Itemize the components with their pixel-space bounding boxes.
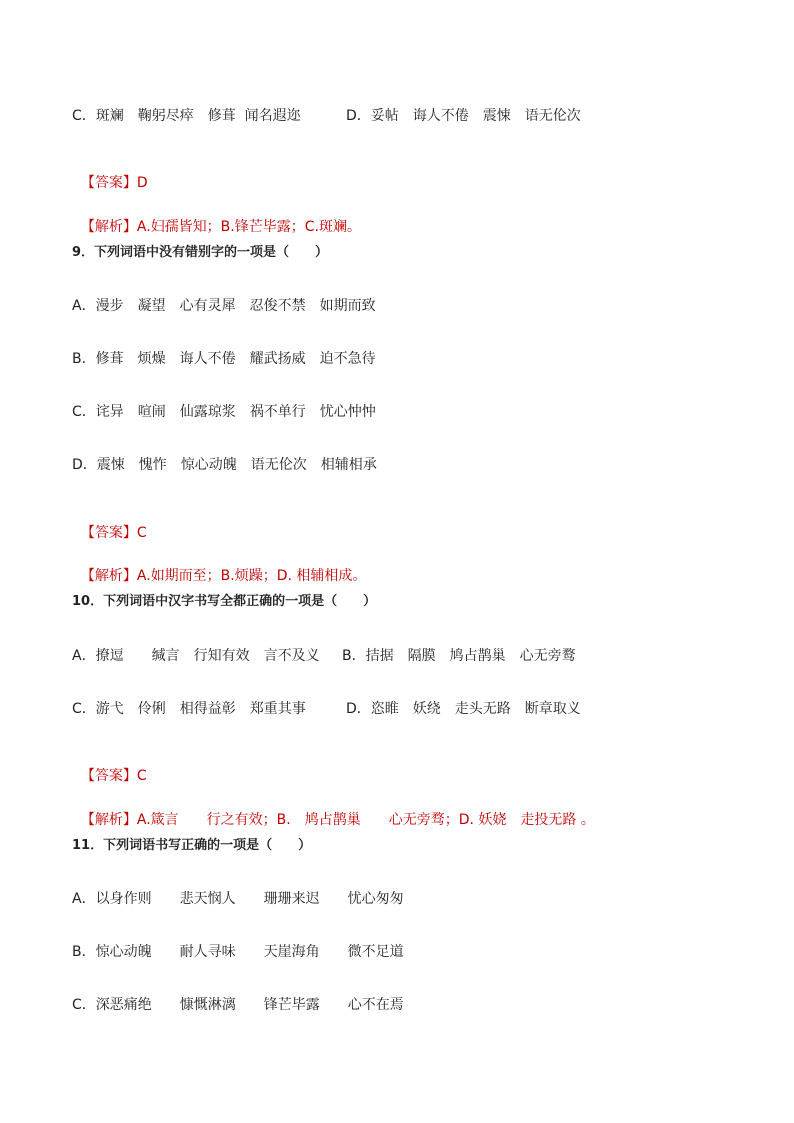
question-10: 10．下列词语中汉字书写全都正确的一项是（ ） [72,594,377,609]
answer-q9 [72,503,147,543]
option-b-q11: B．惊心动魄 耐人寻味 天崖海角 微不足道 [72,944,404,960]
analysis-value: A.妇孺皆知；B.锋芒毕露；C.斑斓。 [136,219,361,235]
analysis-value: A.如期而至；B.烦躁；D. 相辅相成。 [136,568,367,584]
analysis-q8 [72,197,361,237]
option-c-q8: C．斑斓 鞠躬尽瘁 修葺 闻名遐迩 [72,108,301,124]
analysis-tag: 【解析】 [80,568,137,584]
option-d-q10: D．恣睢 妖绕 走头无路 断章取义 [346,701,581,717]
analysis-tag: 【解析】 [80,812,137,828]
answer-tag: 【答案】 [80,525,137,541]
answer-tag: 【答案】 [80,768,137,784]
answer-q8 [72,153,148,193]
answer-value: C [136,525,147,541]
answer-value: C [136,768,147,784]
option-c-q10: C．游弋 伶俐 相得益彰 郑重其事 [72,701,306,717]
option-c-q9: C．诧异 喧闹 仙露琼浆 祸不单行 忧心忡忡 [72,404,376,420]
option-b-q10: B．拮据 隔膜 鸠占鹊巢 心无旁鹜 [342,648,576,664]
question-11: 11．下列词语书写正确的一项是（ ） [72,838,312,853]
answer-value: D [136,175,148,191]
option-a-q10: A．撩逗 缄言 行知有效 言不及义 [72,648,320,664]
analysis-tag: 【解析】 [80,219,137,235]
option-b-q9: B．修葺 烦燥 诲人不倦 耀武扬威 迫不急待 [72,351,376,367]
option-d-q8: D．妥帖 诲人不倦 震悚 语无伦次 [346,108,581,124]
option-d-q9: D．震悚 愧怍 惊心动魄 语无伦次 相辅相承 [72,457,377,473]
analysis-value: A.箴言 行之有效；B. 鸠占鹊巢 心无旁骛；D. 妖娆 走投无路 。 [136,812,595,828]
answer-tag: 【答案】 [80,175,137,191]
analysis-q9 [72,546,366,586]
answer-q10 [72,746,147,786]
option-a-q11: A．以身作则 悲天悯人 珊珊来迟 忧心匆匆 [72,891,404,907]
option-a-q9: A．漫步 凝望 心有灵犀 忍俊不禁 如期而致 [72,298,376,314]
analysis-q10 [72,790,595,830]
question-9: 9．下列词语中没有错别字的一项是（ ） [72,245,329,260]
option-c-q11: C．深恶痛绝 慷慨淋漓 锋芒毕露 心不在焉 [72,997,404,1013]
